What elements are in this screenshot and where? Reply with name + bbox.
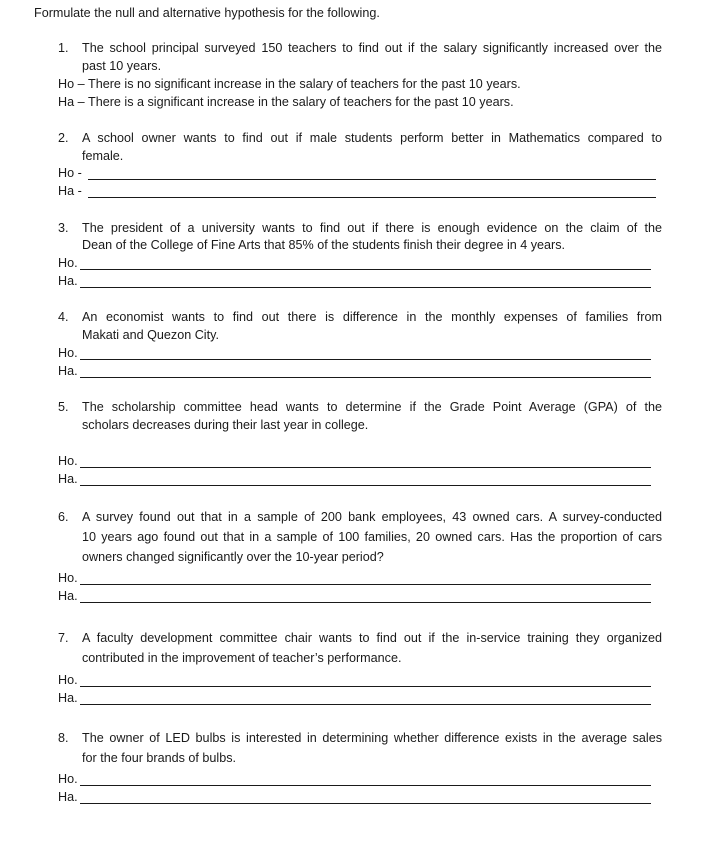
alternative-hypothesis-blank[interactable] [80, 485, 651, 486]
question-text-line: A survey found out that in a sample of 200 bank employees, 43 owned cars. A survey-conducted [82, 510, 662, 524]
question-text-line: owners changed significantly over the 10-year period? [82, 550, 384, 564]
question-number: 5. [58, 400, 69, 414]
alternative-hypothesis-blank[interactable] [80, 704, 651, 705]
question-text-line: Dean of the College of Fine Arts that 85% of the students finish their degree in 4 years. [82, 238, 566, 252]
question-text-line: A faculty development committee chair wants to find out if the in-service training they organized [82, 631, 662, 645]
null-hypothesis-label: Ho. [58, 571, 78, 585]
alternative-hypothesis-blank[interactable] [88, 197, 656, 198]
question-text-line: 10 years ago found out that in a sample of 100 families, 20 owned cars. Has the proportion of cars [82, 530, 662, 544]
question-text-line: A school owner wants to find out if male students perform better in Mathematics compared to [82, 131, 662, 145]
alternative-hypothesis-blank[interactable] [80, 377, 651, 378]
alternative-hypothesis-label: Ha. [58, 589, 78, 603]
null-hypothesis-blank[interactable] [88, 179, 656, 180]
question-text-line: The owner of LED bulbs is interested in determining whether difference exists in the average sales [82, 731, 662, 745]
null-hypothesis-label: Ho. [58, 772, 78, 786]
null-hypothesis-blank[interactable] [80, 584, 651, 585]
alternative-hypothesis-blank[interactable] [80, 602, 651, 603]
alternative-hypothesis-label: Ha. [58, 691, 78, 705]
question-text-line: scholars decreases during their last year in college. [82, 418, 369, 432]
alternative-hypothesis-label: Ha - [58, 184, 82, 198]
null-hypothesis-label: Ho. [58, 454, 78, 468]
null-hypothesis-blank[interactable] [80, 269, 651, 270]
question-text-line: The president of a university wants to find out if there is enough evidence on the claim of the [82, 221, 662, 235]
question-text-line: An economist wants to find out there is difference in the monthly expenses of families from [82, 310, 662, 324]
alternative-hypothesis-label: Ha. [58, 274, 78, 288]
alternative-hypothesis-label: Ha. [58, 472, 78, 486]
question-text-line: Makati and Quezon City. [82, 328, 219, 342]
null-hypothesis-label: Ho. [58, 673, 78, 687]
question-text-line: The scholarship committee head wants to determine if the Grade Point Average (GPA) of the [82, 400, 662, 414]
question-text-line: contributed in the improvement of teacher’s performance. [82, 651, 402, 665]
null-hypothesis-blank[interactable] [80, 359, 651, 360]
question-text-line: female. [82, 149, 124, 163]
instruction: Formulate the null and alternative hypothesis for the following. [34, 6, 380, 20]
alternative-hypothesis-label: Ha. [58, 790, 78, 804]
question-text-line: for the four brands of bulbs. [82, 751, 237, 765]
alternative-hypothesis-blank[interactable] [80, 287, 651, 288]
alternative-hypothesis-label: Ha. [58, 364, 78, 378]
question-number: 2. [58, 131, 69, 145]
alternative-hypothesis-label: Ha – [58, 95, 85, 109]
null-hypothesis-blank[interactable] [80, 686, 651, 687]
alternative-hypothesis-answer: There is a significant increase in the salary of teachers for the past 10 years. [88, 95, 514, 109]
question-number: 8. [58, 731, 69, 745]
null-hypothesis-label: Ho – [58, 77, 85, 91]
null-hypothesis-label: Ho - [58, 166, 82, 180]
question-number: 3. [58, 221, 69, 235]
question-number: 7. [58, 631, 69, 645]
null-hypothesis-blank[interactable] [80, 467, 651, 468]
question-text-line: The school principal surveyed 150 teachers to find out if the salary significantly increased over the [82, 41, 662, 55]
null-hypothesis-label: Ho. [58, 256, 78, 270]
null-hypothesis-answer: There is no significant increase in the salary of teachers for the past 10 years. [88, 77, 521, 91]
null-hypothesis-blank[interactable] [80, 785, 651, 786]
question-number: 1. [58, 41, 69, 55]
question-number: 6. [58, 510, 69, 524]
alternative-hypothesis-blank[interactable] [80, 803, 651, 804]
question-number: 4. [58, 310, 69, 324]
null-hypothesis-label: Ho. [58, 346, 78, 360]
question-text-line: past 10 years. [82, 59, 162, 73]
